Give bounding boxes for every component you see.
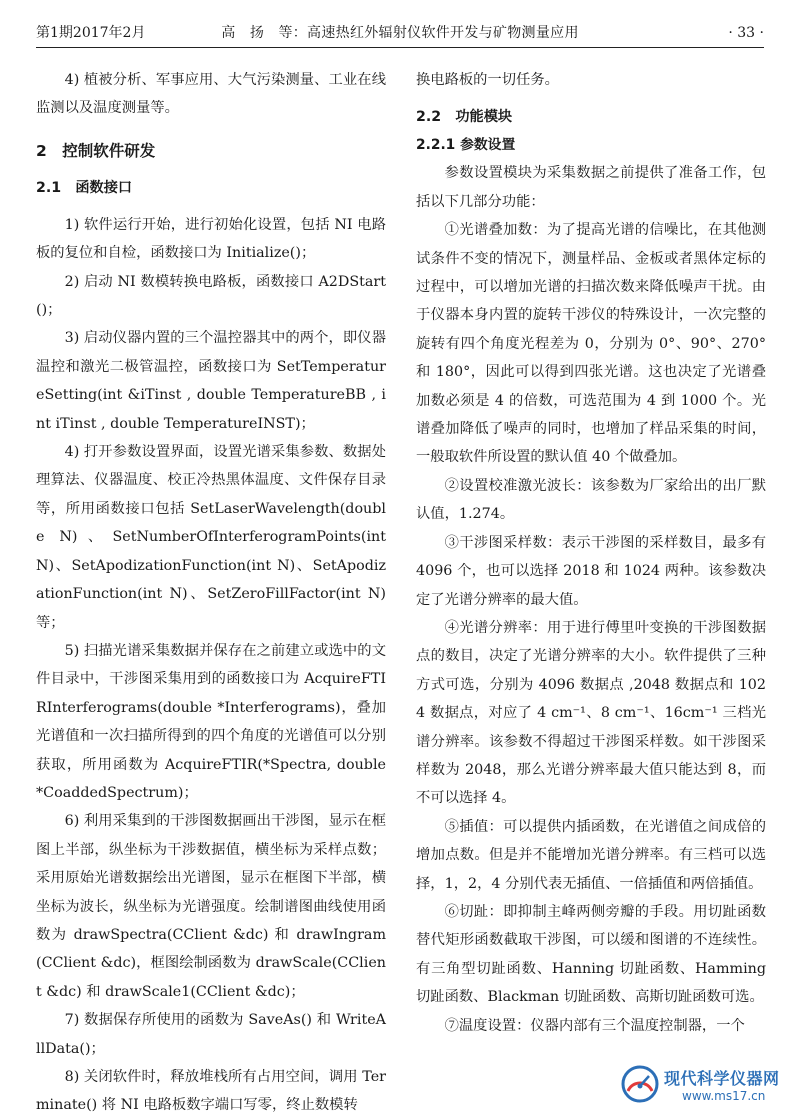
item-temperature: ⑦温度设置：仪器内部有三个温度控制器，一个 xyxy=(444,1017,745,1034)
section-heading: 2 控制软件研发 xyxy=(36,141,156,160)
gauge-logo-icon xyxy=(620,1064,660,1104)
item-resolution: ④光谱分辨率：用于进行傅里叶变换的干涉图数据点的数目，决定了光谱分辨率的大小。软件提供了三种方式可选，分别为 4096 数据点 ,2048 数据点和 1024 数据点，对应了 4 cm⁻¹、8 cm⁻¹、16cm⁻¹ 三档光谱分辨率。该参数不得超过干涉图采样数。如干涉图采样数为 2048，那么光谱分辨率最大值只能达到 8，而不可以选择 4。 xyxy=(416,619,766,807)
step-2: 2) 启动 NI 数模转换电路板，函数接口 A2DStart()； xyxy=(36,273,386,319)
item-interpolation: ⑤插值：可以提供内插函数，在光谱值之间成倍的增加点数。但是并不能增加光谱分辨率。有三档可以选择，1，2，4 分别代表无插值、一倍插值和两倍插值。 xyxy=(416,818,766,892)
paragraph-intro: 参数设置模块为采集数据之前提供了准备工作，包括以下几部分功能： xyxy=(416,165,766,210)
subsubsection-heading: 2.2.1 参数设置 xyxy=(416,137,516,154)
step-6: 6) 利用采集到的干涉图数据画出干涉图，显示在框图上半部，纵坐标为干涉数据值，横坐标为采样点数；采用原始光谱数据绘出光谱图，显示在框图下半部，横坐标为波长，纵坐标为光谱强度。绘制谱图曲线使用函数为 drawSpectra(CClient &dc) 和 drawIngram(CClient &dc)，框图绘制函数为 drawScale(CClient &dc) 和 drawScale1(CClient &dc)； xyxy=(36,813,386,1000)
item-apodization: ⑥切趾：即抑制主峰两侧旁瓣的手段。用切趾函数替代矩形函数截取干涉图，可以缓和图谱的不连续性。有三角型切趾函数、Hanning 切趾函数、Hamming 切趾函数、Blackman 切趾函数、高斯切趾函数可选。 xyxy=(416,903,766,1006)
watermark-name: 现代科学仪器网 xyxy=(664,1069,780,1088)
issue-date: 第1期2017年2月 xyxy=(36,25,146,41)
step-3: 3) 启动仪器内置的三个温控器其中的两个，即仪器温控和激光二极管温控，函数接口为 SetTemperatureSetting(int &iTinst , double TemperatureBB , int iTinst , double TemperatureINST)； xyxy=(36,330,386,432)
step-8-continued: 换电路板的一切任务。 xyxy=(416,72,559,88)
subsection-heading: 2.2 功能模块 xyxy=(416,109,513,126)
step-8: 8) 关闭软件时，释放堆栈所有占用空间，调用 Terminate() 将 NI 电路板数字端口写零，终止数模转 xyxy=(36,1069,386,1114)
left-column xyxy=(36,66,386,1120)
subsection-heading: 2.1 函数接口 xyxy=(36,179,133,196)
step-4: 4) 打开参数设置界面，设置光谱采集参数、数据处理算法、仪器温度、校正冷热黑体温度、文件保存目录等，所用函数接口包括 SetLaserWavelength(double N)、SetNumberOfInterferogramPoints(int N)、SetApodizationFunction(int N)、SetApodizationFunction(int N)、SetZeroFillFactor(int N) 等； xyxy=(36,444,386,631)
item-laser: ②设置校准激光波长：该参数为厂家给出的出厂默认值，1.274。 xyxy=(416,477,766,523)
watermark-url: www.ms17.cn xyxy=(682,1089,766,1103)
site-watermark xyxy=(620,1062,790,1110)
right-column xyxy=(416,66,766,1040)
item-sampling: ③干涉图采样数：表示干涉图的采样数目，最多有 4096 个，也可以选择 2018 和 1024 两种。该参数决定了光谱分辨率的最大值。 xyxy=(416,534,766,608)
item-coadd: ①光谱叠加数：为了提高光谱的信噪比，在其他测试条件不变的情况下，测量样品、金板或者黑体定标的过程中，可以增加光谱的扫描次数来降低噪声干扰。由于仪器本身内置的旋转干涉仪的特殊设计，一次完整的旋转有四个角度光程差为 0，分别为 0°、90°、270° 和 180°，因此可以得到四张光谱。这也决定了光谱叠加数必须是 4 的倍数，可选范围为 4 到 1000 个。光谱叠加降低了噪声的同时，也增加了样品采集的时间，一般取软件所设置的默认值 40 个做叠加。 xyxy=(416,222,766,466)
step-5: 5) 扫描光谱采集数据并保存在之前建立或选中的文件目录中，干涉图采集用到的函数接口为 AcquireFTIRInterferograms(double *Interferograms)，叠加光谱值和一次扫描所得到的四个角度的光谱值可以分别获取，所用函数为 AcquireFTIR(*Spectra, double *CoaddedSpectrum)； xyxy=(36,642,386,801)
step-7: 7) 数据保存所使用的函数为 SaveAs() 和 WriteAllData()； xyxy=(36,1012,386,1057)
page-number: · 33 · xyxy=(728,25,764,41)
header-rule xyxy=(36,47,764,48)
step-1: 1) 软件运行开始，进行初始化设置，包括 NI 电路板的复位和自检，函数接口为 Initialize()； xyxy=(36,216,386,262)
running-title: 高 扬 等：高速热红外辐射仪软件开发与矿物测量应用 xyxy=(221,25,579,41)
paragraph-applications: 4) 植被分析、军事应用、大气污染测量、工业在线监测以及温度测量等。 xyxy=(36,72,386,117)
running-header xyxy=(36,22,764,44)
